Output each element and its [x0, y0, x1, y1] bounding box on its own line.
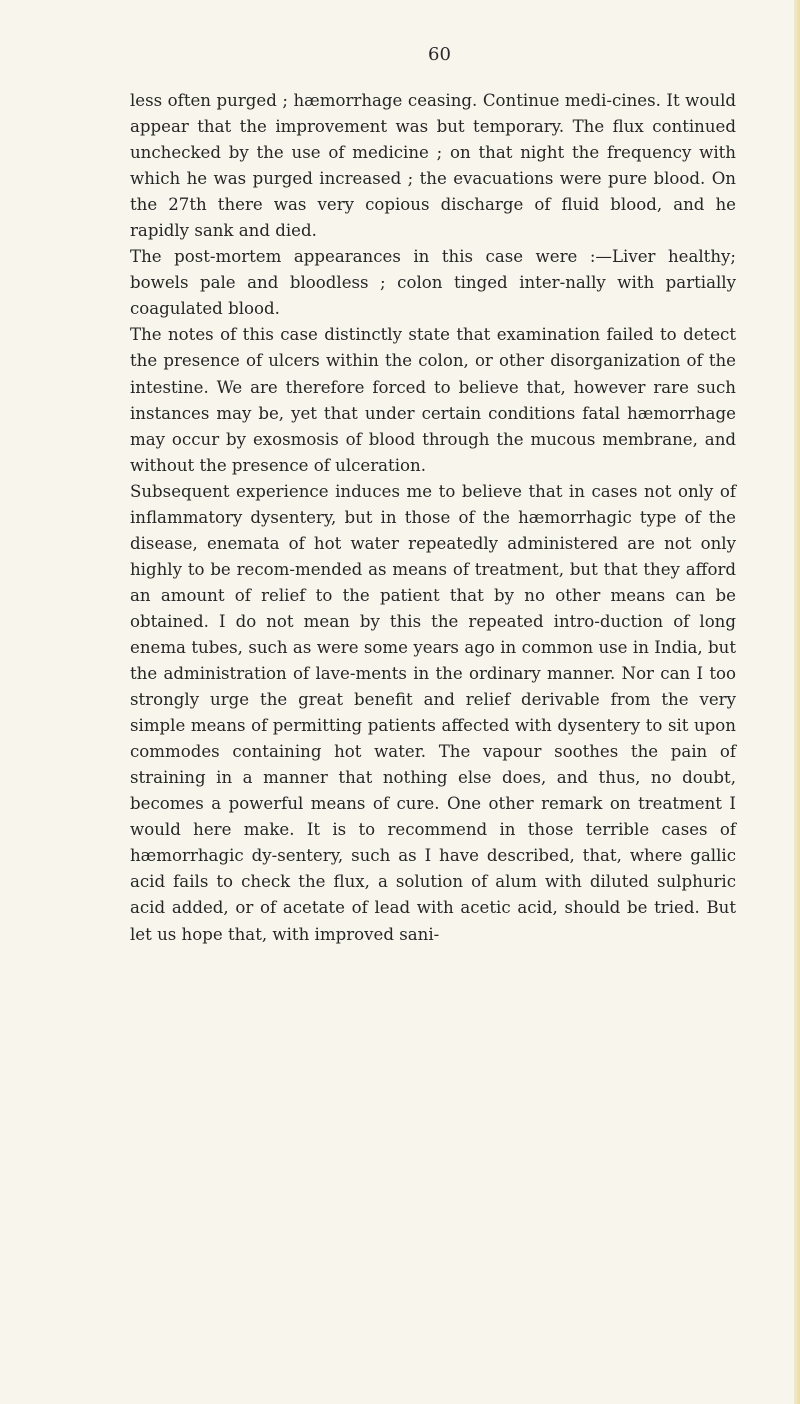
paragraph-2: The post-mortem appearances in this case were :—Liver healthy; bowels pale and bloodless ; colon tinged inter-nally with partially coagulated blood.: [130, 247, 736, 319]
page-edge: [794, 0, 800, 1404]
paragraph-1: less often purged ; hæmorrhage ceasing. Continue medi-cines. It would appear that the improvement was but temporary. The flux continued unchecked by the use of medicine ; on that night the frequency with which he was purged increased ; the evacuations were pure blood. On the 27th there was very copious discharge of fluid blood, and he rapidly sank and died.: [130, 91, 736, 241]
page-number: 60: [428, 44, 451, 65]
body-text: [130, 88, 736, 948]
paragraph-3: The notes of this case distinctly state that examination failed to detect the presence of ulcers within the colon, or other disorganization of the intestine. We are therefore forced to believe that, however rare such instances may be, yet that under certain conditions fatal hæmorrhage may occur by exosmosis of blood through the mucous membrane, and without the presence of ulceration.: [130, 325, 736, 475]
paragraph-4: Subsequent experience induces me to believe that in cases not only of inflammatory dysentery, but in those of the hæmorrhagic type of the disease, enemata of hot water repeatedly administered are not only highly to be recom-mended as means of treatment, but that they afford an amount of relief to the patient that by no other means can be obtained. I do not mean by this the repeated intro-duction of long enema tubes, such as were some years ago in common use in India, but the administration of lave-ments in the ordinary manner. Nor can I too strongly urge the great benefit and relief derivable from the very simple means of permitting patients affected with dysentery to sit upon commodes containing hot water. The vapour soothes the pain of straining in a manner that nothing else does, and thus, no doubt, becomes a powerful means of cure. One other remark on treatment I would here make. It is to recommend in those terrible cases of hæmorrhagic dy-sentery, such as I have described, that, where gallic acid fails to check the flux, a solution of alum with diluted sulphuric acid added, or of acetate of lead with acetic acid, should be tried. But let us hope that, with improved sani-: [130, 481, 736, 944]
